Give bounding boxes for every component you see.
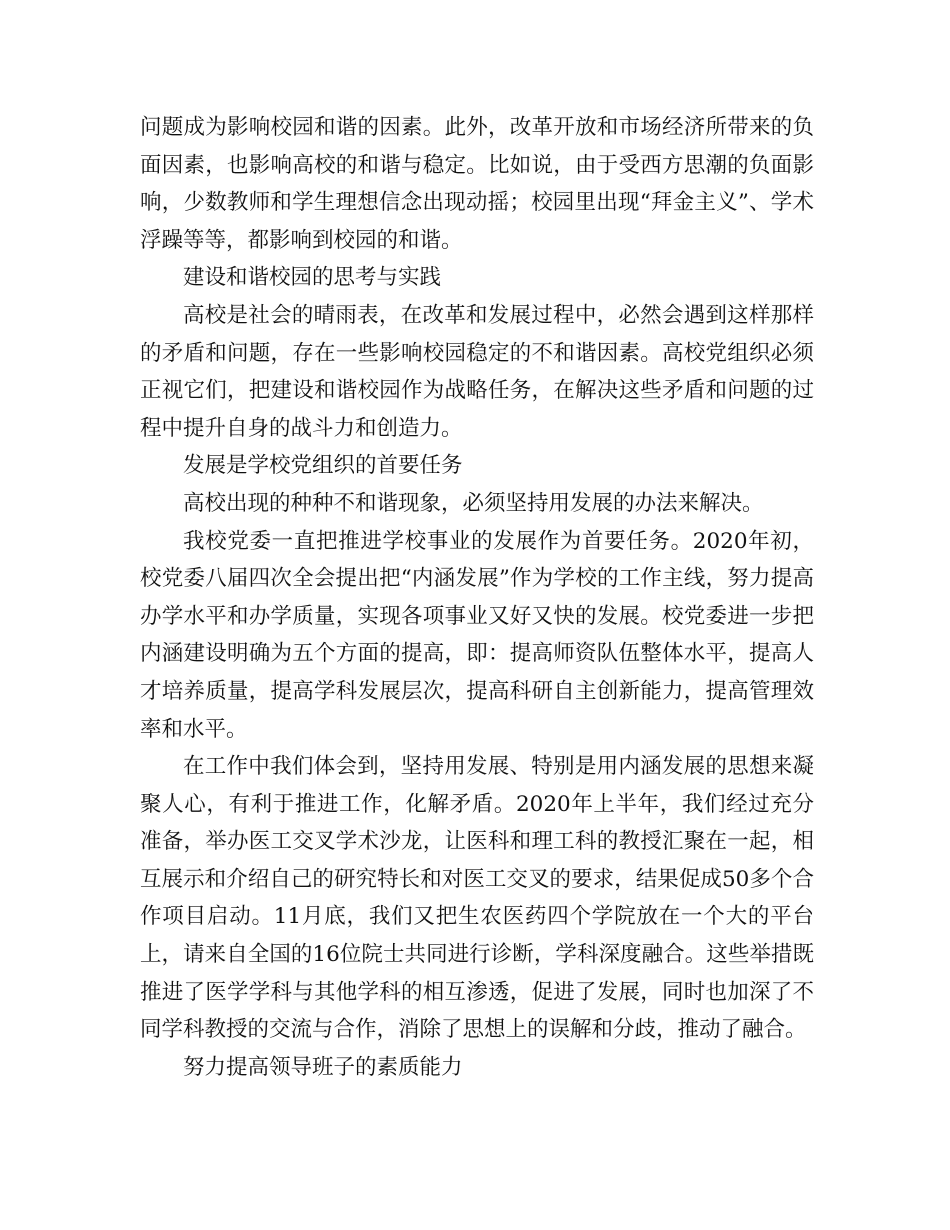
paragraph: 高校是社会的晴雨表，在改革和发展过程中，必然会遇到这样那样的矛盾和问题，存在一些影响校园稳定的不和谐因素。高校党组织必须正视它们，把建设和谐校园作为战略任务，在解决这些矛盾和问题的过程中提升自身的战斗力和创造力。 <box>140 302 814 441</box>
paragraph-continued: 问题成为影响校园和谐的因素。此外，改革开放和市场经济所带来的负面因素，也影响高校的和谐与稳定。比如说，由于受西方思潮的负面影响，少数教师和学生理想信念出现动摇；校园里出现“拜金主义”、学术浮躁等等，都影响到校园的和谐。 <box>140 115 814 253</box>
section-heading-development-priority: 发展是学校党组织的首要任务 <box>183 453 463 479</box>
document-body <box>140 109 814 1086</box>
paragraph: 我校党委一直把推进学校事业的发展作为首要任务。2020年初，校党委八届四次全会提出把“内涵发展”作为学校的工作主线，努力提高办学水平和办学质量，实现各项事业又好又快的发展。校党委进一步把内涵建设明确为五个方面的提高，即：提高师资队伍整体水平，提高人才培养质量，提高学科发展层次，提高科研自主创新能力，提高管理效率和水平。 <box>140 528 814 742</box>
section-heading-leadership-quality: 努力提高领导班子的素质能力 <box>183 1054 463 1080</box>
paragraph: 在工作中我们体会到，坚持用发展、特别是用内涵发展的思想来凝聚人心，有利于推进工作，化解矛盾。2020年上半年，我们经过充分准备，举办医工交叉学术沙龙，让医科和理工科的教授汇聚在一起，相互展示和介绍自己的研究特长和对医工交叉的要求，结果促成50多个合作项目启动。11月底，我们又把生农医药四个学院放在一个大的平台上，请来自全国的16位院士共同进行诊断，学科深度融合。这些举措既推进了医学学科与其他学科的相互渗透，促进了发展，同时也加深了不同学科教授的交流与合作，消除了思想上的误解和分歧，推动了融合。 <box>140 754 814 1043</box>
paragraph: 高校出现的种种不和谐现象，必须坚持用发展的办法来解决。 <box>183 490 764 516</box>
section-heading-harmonious-campus: 建设和谐校园的思考与实践 <box>183 265 442 291</box>
